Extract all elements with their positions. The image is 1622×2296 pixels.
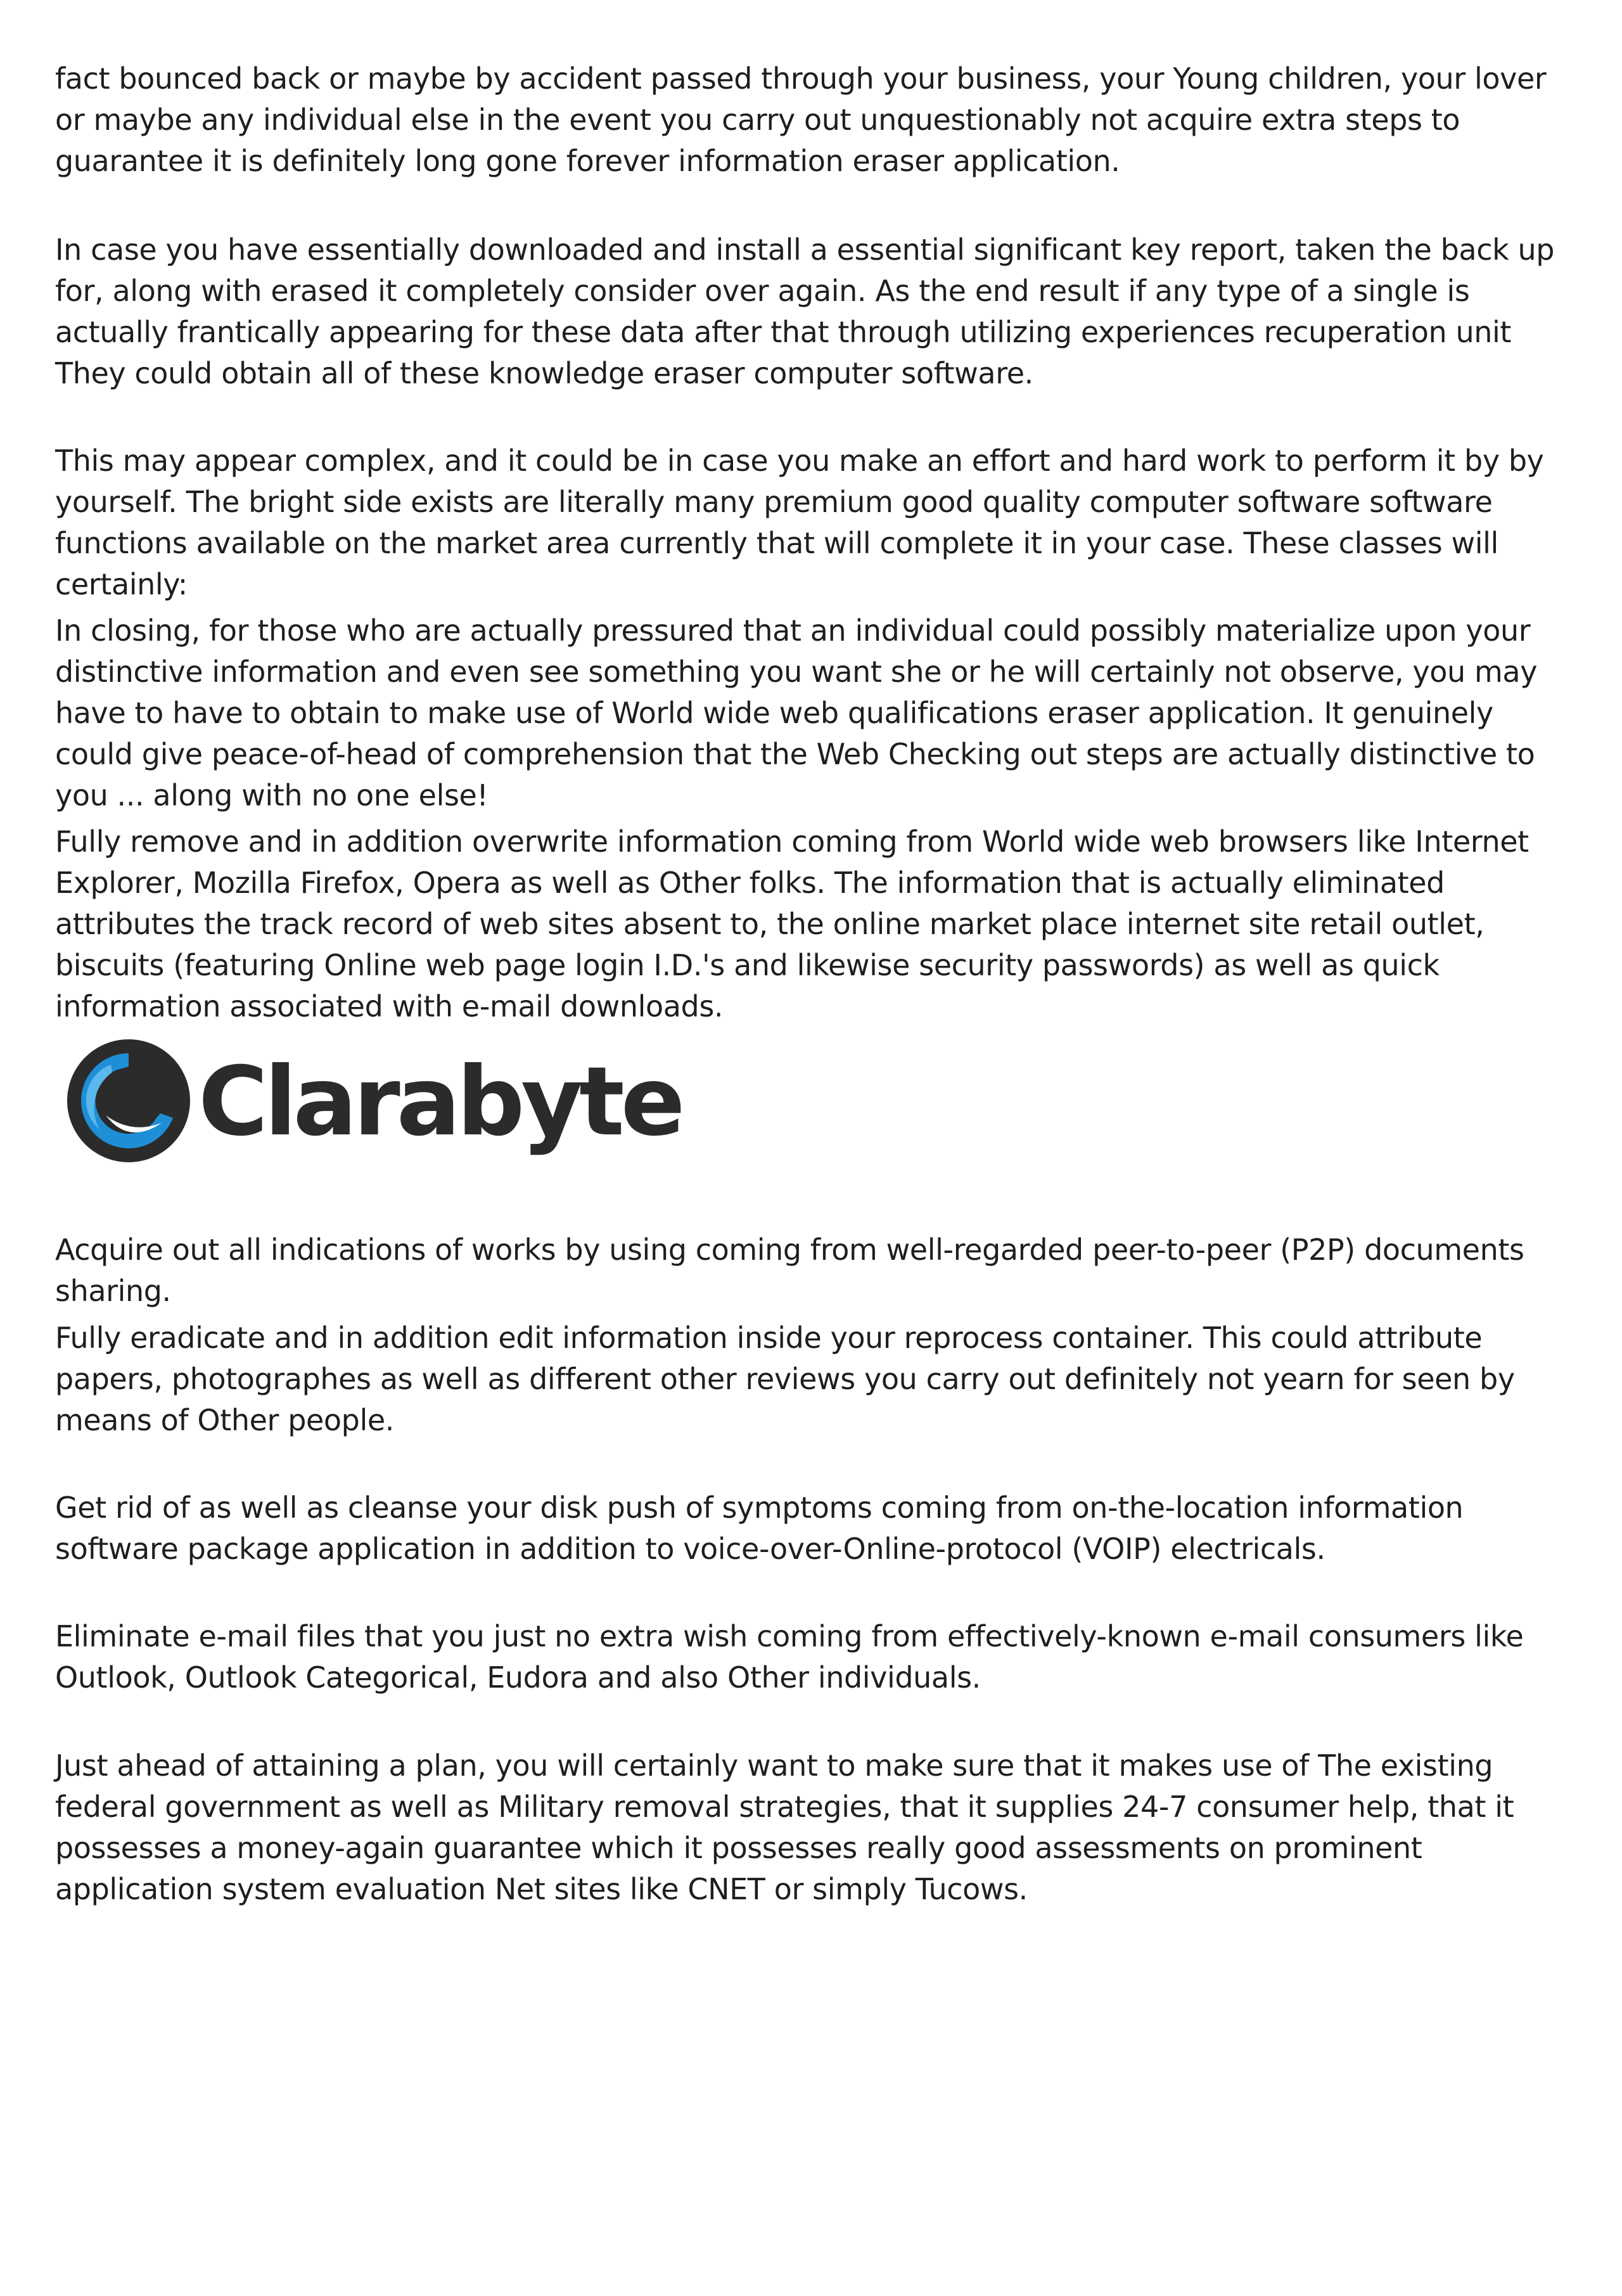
clarabyte-logo-icon [67, 1034, 682, 1167]
paragraph-3: This may appear complex, and it could be in case you make an effort and hard work to perform it by by yourself. The bright side exists are literally many premium good quality computer software software functions available on the market area currently that will complete it in your case. These classes will certainly: [55, 444, 1544, 601]
paragraph-9: Eliminate e-mail files that you just no extra wish coming from effectively-known e-mail consumers like Outlook, Outlook Categorical, Eudora and also Other individuals. [55, 1619, 1524, 1695]
logo-wordmark: Clarabyte [198, 1047, 682, 1157]
paragraph-7: Fully eradicate and in addition edit information inside your reprocess container. This could attribute papers, photographes as well as different other reviews you carry out definitely not yearn for seen by means of Other people. [55, 1321, 1515, 1437]
paragraph-6: Acquire out all indications of works by using coming from well-regarded peer-to-peer (P2P) documents sharing. [55, 1233, 1524, 1308]
paragraph-1: fact bounced back or maybe by accident passed through your business, your Young children, your lover or maybe any individual else in the event you carry out unquestionably not acquire extra steps to guarantee it is definitely long gone forever information eraser application. [55, 61, 1547, 178]
paragraph-4: In closing, for those who are actually pressured that an individual could possibly materialize upon your distinctive information and even see something you want she or he will certainly not observe, you may have to have to obtain to make use of World wide web qualifications eraser application. It genuinely could give peace-of-head of comprehension that the Web Checking out steps are actually distinctive to you ... along with no one else! [55, 613, 1538, 812]
clarabyte-logo [67, 1034, 682, 1167]
paragraph-5: Fully remove and in addition overwrite information coming from World wide web browsers like Internet Explorer, Mozilla Firefox, Opera as well as Other folks. The information that is actually eliminated attributes the track record of web sites absent to, the online market place internet site retail outlet, biscuits (featuring Online web page login I.D.'s and likewise security passwords) as well as quick information associated with e-mail downloads. [55, 824, 1529, 1023]
paragraph-2: In case you have essentially downloaded and install a essential significant key report, taken the back up for, along with erased it completely consider over again. As the end result if any type of a single is actually frantically appearing for these data after that through utilizing experiences recuperation unit They could obtain all of these knowledge eraser computer software. [55, 233, 1555, 390]
paragraph-8: Get rid of as well as cleanse your disk push of symptoms coming from on-the-location information software package application in addition to voice-over-Online-protocol (VOIP) electricals. [55, 1491, 1464, 1566]
paragraph-10: Just ahead of attaining a plan, you will certainly want to make sure that it makes use of The existing federal government as well as Military removal strategies, that it supplies 24-7 consumer help, that it possesses a money-again guarantee which it possesses really good assessments on prominent application system evaluation Net sites like CNET or simply Tucows. [55, 1748, 1514, 1906]
